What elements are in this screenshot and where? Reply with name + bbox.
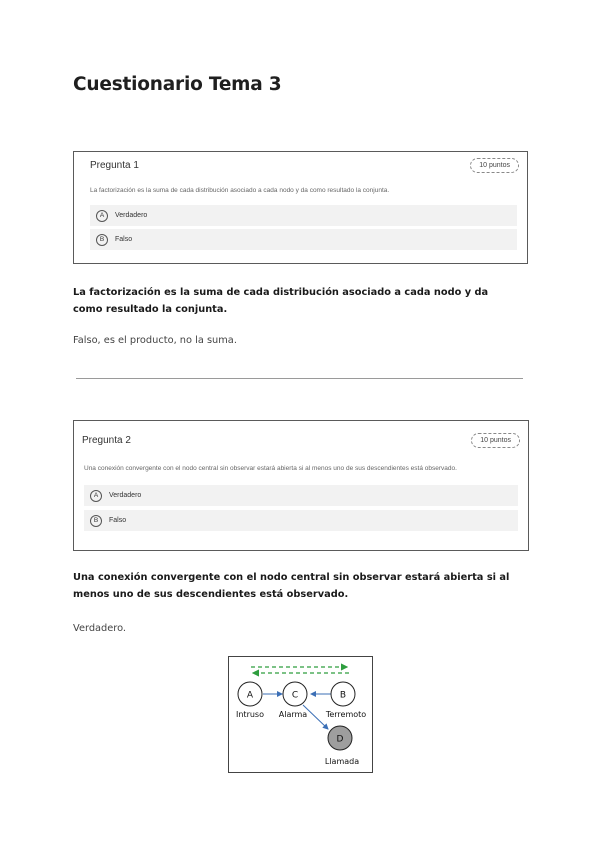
network-svg xyxy=(229,657,374,774)
node-letter: A xyxy=(246,690,254,701)
node-letter: C xyxy=(291,690,299,701)
bayesian-network-diagram xyxy=(228,656,373,773)
page-title: Cuestionario Tema 3 xyxy=(73,74,282,95)
question-text: La factorización es la suma de cada distribución asociado a cada nodo y da como resultado la conjunta. xyxy=(90,187,390,194)
option-label: Falso xyxy=(115,236,133,243)
option-label: Verdadero xyxy=(115,212,148,219)
node-name: Terremoto xyxy=(325,710,367,719)
option-label: Verdadero xyxy=(109,492,142,499)
question-title: Pregunta 2 xyxy=(82,435,131,446)
option-label: Falso xyxy=(109,517,127,524)
question-card-2 xyxy=(73,420,529,551)
option-letter: B xyxy=(90,515,102,527)
question-statement: La factorización es la suma de cada distribución asociado a cada nodo y da como resultado la conjunta. xyxy=(73,287,489,315)
option-letter: B xyxy=(96,234,108,246)
question-header xyxy=(82,433,520,448)
question-text: Una conexión convergente con el nodo central sin observar estará abierta si al menos uno de sus descendientes está observado. xyxy=(84,465,457,472)
question-header xyxy=(90,158,519,173)
answer-text: Verdadero. xyxy=(73,623,127,634)
points-badge: 10 puntos xyxy=(471,433,520,448)
node-name: Llamada xyxy=(324,757,360,766)
divider xyxy=(76,378,523,379)
option-b[interactable] xyxy=(90,229,517,250)
option-a[interactable] xyxy=(84,485,518,506)
answer-text: Falso, es el producto, no la suma. xyxy=(73,335,237,346)
node-name: Intruso xyxy=(236,710,264,719)
option-a[interactable] xyxy=(90,205,517,226)
question-title: Pregunta 1 xyxy=(90,160,139,171)
question-card-1 xyxy=(73,151,528,264)
node-name: Alarma xyxy=(278,710,308,719)
points-badge: 10 puntos xyxy=(470,158,519,173)
option-b[interactable] xyxy=(84,510,518,531)
node-letter: D xyxy=(336,734,344,745)
option-letter: A xyxy=(96,210,108,222)
node-letter: B xyxy=(339,690,347,701)
option-letter: A xyxy=(90,490,102,502)
question-statement: Una conexión convergente con el nodo central sin observar estará abierta si al menos uno de sus descendientes está observado. xyxy=(73,572,510,600)
